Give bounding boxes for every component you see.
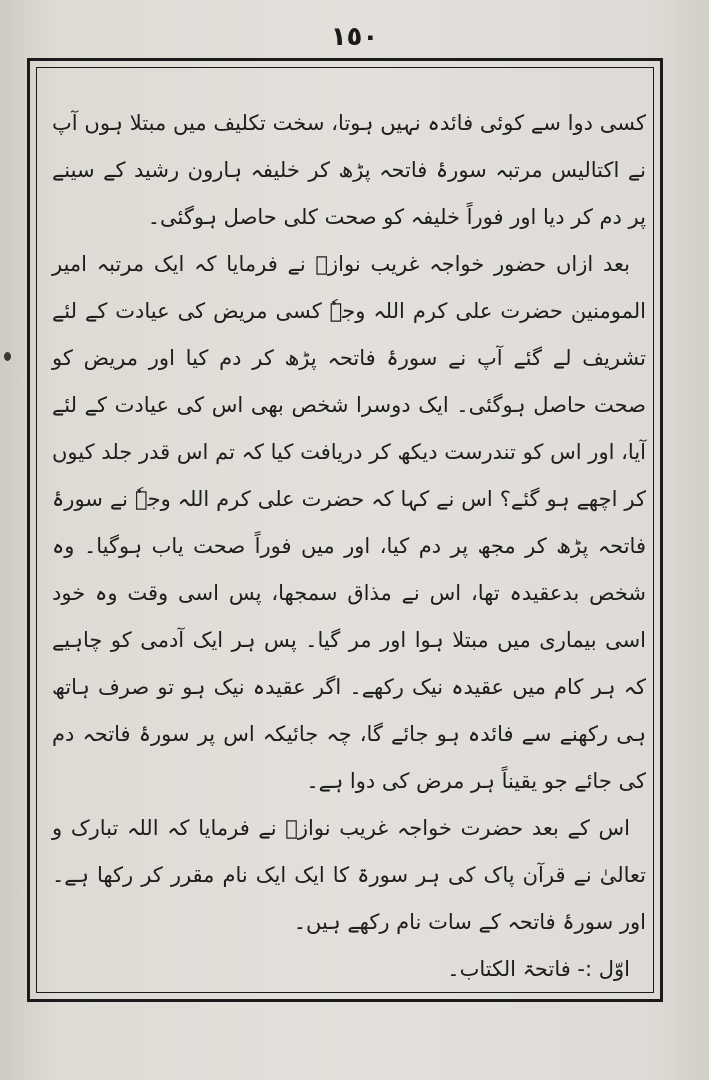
paragraph-3: اس کے بعد حضرت خواجہ غریب نوازؒ نے فرمایا کہ اللہ تبارک و تعالیٰ نے قرآن پاک کی ہر سورۃ کا ایک ایک نام مقرر کر رکھا ہے۔ اور سورۂ فاتحہ کے سات نام رکھے ہیں۔ (52, 816, 646, 934)
page-number: ١٥٠ (330, 22, 379, 52)
paragraph-1: کسی دوا سے کوئی فائدہ نہیں ہوتا، سخت تکلیف میں مبتلا ہوں آپ نے اکتالیس مرتبہ سورۂ فاتحہ پڑھ کر خلیفہ ہارون رشید کے سینے پر دم کر دیا اور فوراً خلیفہ کو صحت کلی حاصل ہوگئی۔ (52, 111, 646, 229)
page-body-text (52, 100, 646, 993)
margin-mark (4, 352, 11, 361)
paragraph-2: بعد ازاں حضور خواجہ غریب نوازؒ نے فرمایا کہ ایک مرتبہ امیر المومنین حضرت علی کرم اللہ وجہٗ کسی مریض کی عیادت کے لئے تشریف لے گئے آپ نے سورۂ فاتحہ پڑھ کر دم کیا اور مریض کو صحت حاصل ہوگئی۔ ایک دوسرا شخص بھی اس کی عیادت کے لئے آیا، اور اس کو تندرست دیکھ کر دریافت کیا کہ تم اس قدر جلد کیوں کر اچھے ہو گئے؟ اس نے کہا کہ حضرت علی کرم اللہ وجہٗ نے سورۂ فاتحہ پڑھ کر مجھ پر دم کیا، اور میں فوراً صحت یاب ہوگیا۔ وہ شخص بدعقیدہ تھا، اس نے مذاق سمجھا، پس اسی وقت وہ خود اسی بیماری میں مبتلا ہوا اور مر گیا۔ پس ہر ایک آدمی کو چاہیے کہ ہر کام میں عقیدہ نیک رکھے۔ اگر عقیدہ نیک ہو تو صرف ہاتھ ہی رکھنے سے فائدہ ہو جائے گا، چہ جائیکہ اس پر سورۂ فاتحہ دم کی جائے جو یقیناً ہر مرض کی دوا ہے۔ (52, 252, 646, 793)
paragraph-4: اوّل :- فاتحۃ الکتاب۔ (447, 957, 630, 981)
